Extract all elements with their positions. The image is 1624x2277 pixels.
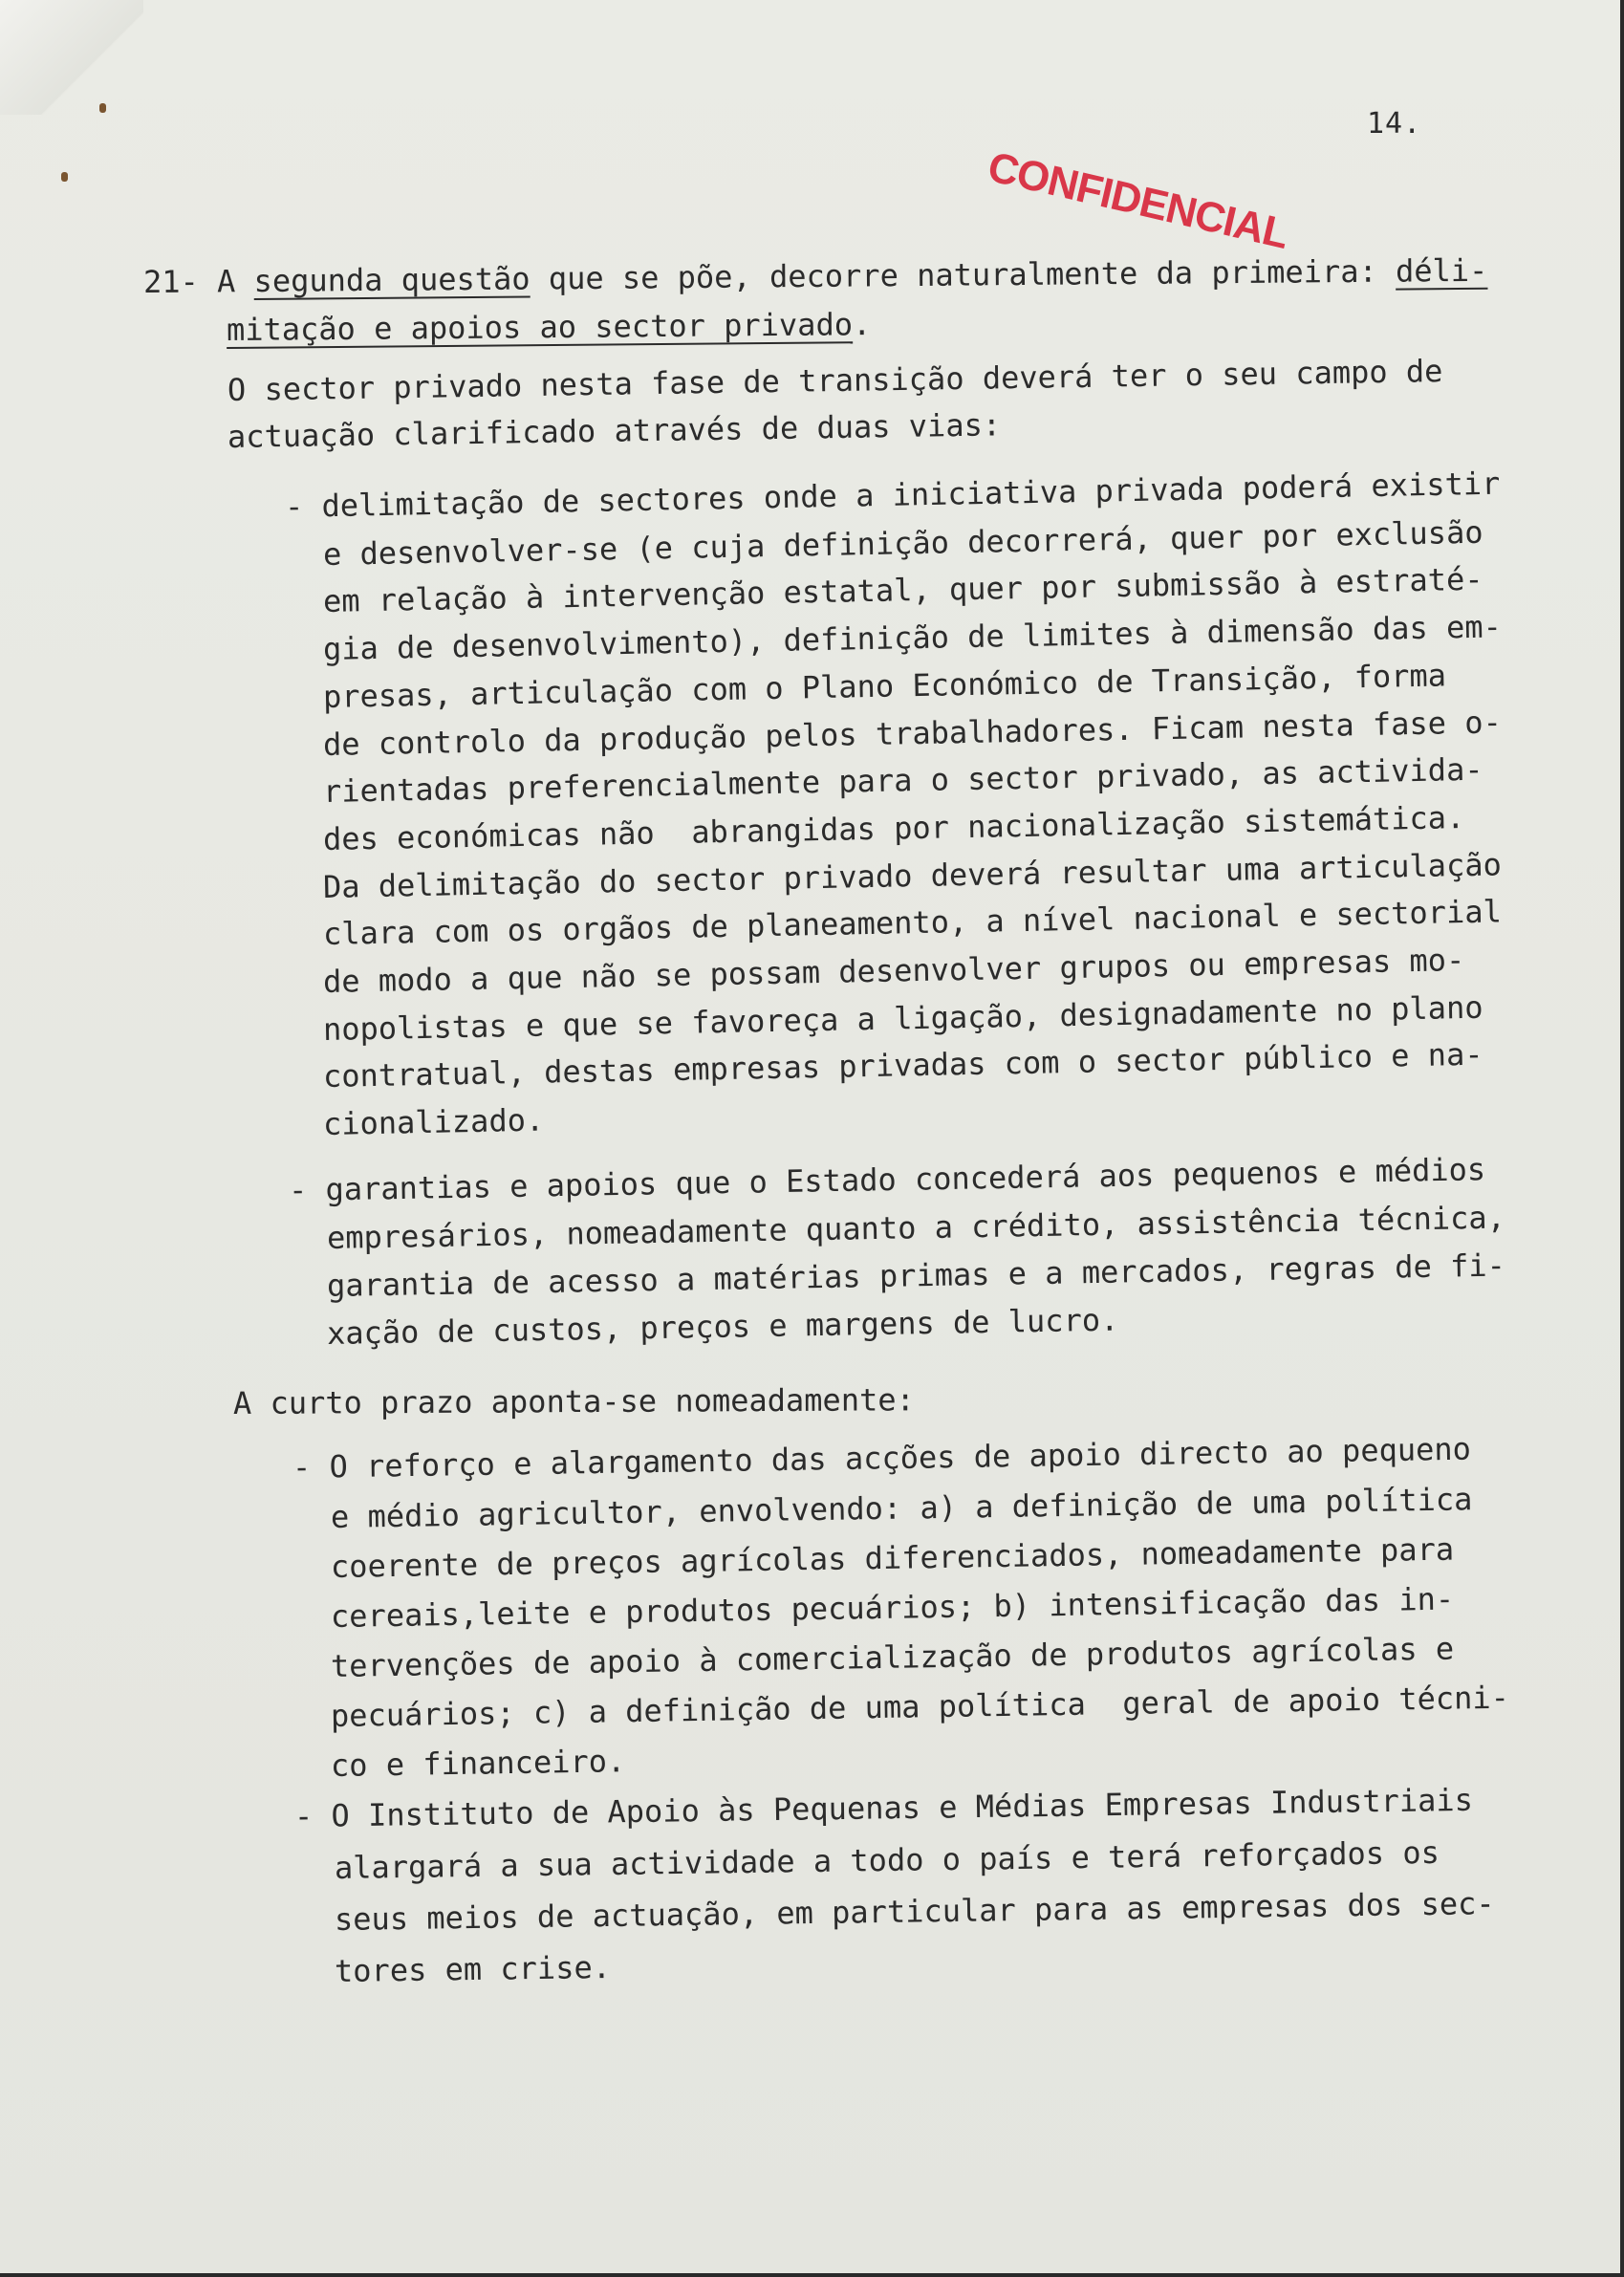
bullet1-line: cionalizado.: [322, 1101, 545, 1142]
bullet3-line: - O reforço e alargamento das acções de apoio directo ao pequeno: [292, 1430, 1472, 1485]
underlined-phrase: mitação e apoios ao sector privado: [226, 306, 854, 348]
bullet1-line: clara com os orgãos de planeamento, a nível nacional e sectorial: [322, 893, 1503, 952]
punch-mark: [99, 103, 106, 113]
intro-line: O sector privado nesta fase de transição deverá ter o seu campo de: [227, 353, 1443, 408]
bullet1-line: nopolistas e que se favoreça a ligação, designadamente no plano: [322, 988, 1483, 1048]
bullet2-line: - garantias e apoios que o Estado concederá aos pequenos e médios: [288, 1151, 1486, 1208]
bullet3-line: tervenções de apoio à comercialização de produtos agrícolas e: [330, 1630, 1455, 1684]
item-number: 21-: [142, 263, 199, 300]
punch-mark: [61, 172, 68, 182]
bullet1-line: e desenvolver-se (e cuja definição decorrerá, quer por exclusão: [322, 513, 1483, 573]
bullet1-line: em relação à intervenção estatal, quer por submissão à estraté-: [322, 560, 1483, 619]
confidential-stamp: CONFIDENCIAL: [983, 143, 1293, 258]
bullet1-line: de modo a que não se possam desenvolver grupos ou empresas mo-: [322, 942, 1465, 1000]
underlined-phrase: déli-: [1395, 251, 1488, 290]
item-heading-line-2: mitação e apoios ao sector privado.: [226, 306, 872, 348]
bullet1-line: rientadas preferencialmente para o sector privado, as activida-: [322, 750, 1483, 810]
bullet3-line: e médio agricultor, envolvendo: a) a definição de uma política: [330, 1481, 1473, 1535]
underlined-phrase: segunda questão: [253, 260, 531, 299]
item-heading-line-1: 21- A segunda questão que se põe, decorre naturalmente da primeira: déli-: [142, 251, 1488, 300]
bullet1-line: de controlo da produção pelos trabalhadores. Ficam nesta fase o-: [322, 704, 1503, 763]
bullet4-line: tores em crise.: [334, 1948, 612, 1989]
bullet1-line: contratual, destas empresas privadas com o sector público e na-: [322, 1035, 1483, 1095]
bullet1-line: des económicas não abrangidas por nacionalização sistemática.: [322, 799, 1465, 857]
bullet2-line: garantia de acesso a matérias primas e a mercados, regras de fi-: [326, 1247, 1506, 1304]
bullet3-line: coerente de preços agrícolas diferenciados, nomeadamente para: [330, 1530, 1455, 1585]
page-number: 14.: [1367, 107, 1422, 141]
bullet4-line: alargará a sua actividade a todo o país e terá reforçados os: [334, 1833, 1440, 1886]
bullet1-line: - delimitação de sectores onde a iniciativa privada poderá existir: [284, 465, 1501, 525]
bullet3-line: co e financeiro.: [330, 1743, 626, 1784]
bullet4-line: seus meios de actuação, em particular para as empresas dos sec-: [334, 1885, 1495, 1938]
folded-corner: [0, 0, 143, 115]
bullet1-line: Da delimitação do sector privado deverá resultar uma articulação: [322, 846, 1503, 905]
bullet3-line: pecuários; c) a definição de uma política geral de apoio técni-: [330, 1679, 1510, 1734]
short_term-line: A curto prazo aponta-se nomeadamente:: [232, 1381, 915, 1421]
bullet2-line: xação de custos, preços e margens de lucro.: [326, 1301, 1119, 1352]
bullet1-line: presas, articulação com o Plano Económico de Transição, forma: [322, 657, 1447, 715]
bullet3-line: cereais,leite e produtos pecuários; b) intensificação das in-: [330, 1580, 1455, 1635]
intro-line: actuação clarificado através de duas vias:: [227, 406, 1002, 455]
bullet2-line: empresários, nomeadamente quanto a crédito, assistência técnica,: [326, 1199, 1506, 1256]
bullet1-line: gia de desenvolvimento), definição de limites à dimensão das em-: [322, 608, 1503, 667]
bullet4-line: - O Instituto de Apoio às Pequenas e Médias Empresas Industriais: [293, 1781, 1474, 1834]
